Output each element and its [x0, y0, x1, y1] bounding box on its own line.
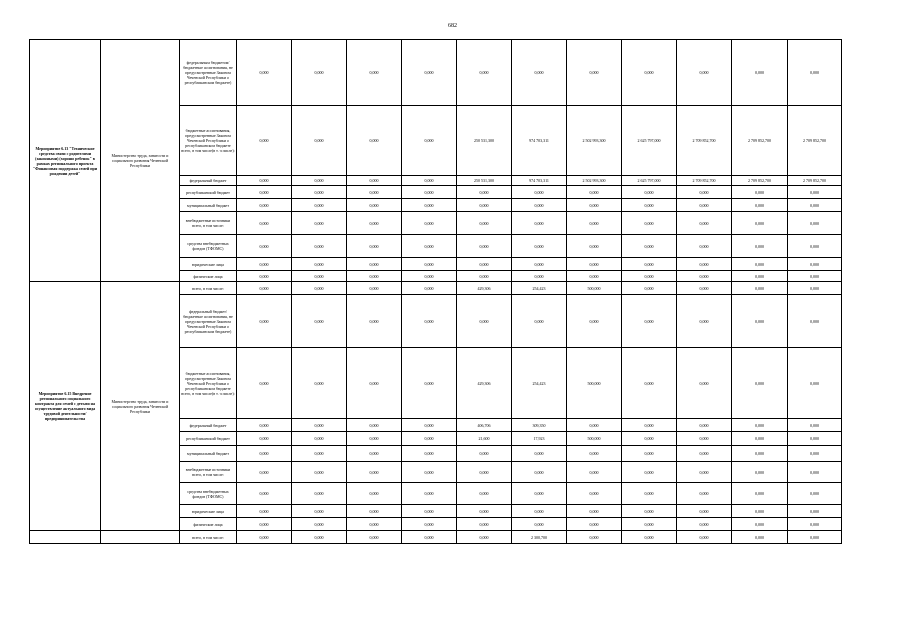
- amount-cell: 0,000: [567, 518, 622, 531]
- amount-cell: 0,000: [622, 446, 677, 462]
- amount-cell: 0,000: [292, 462, 347, 483]
- funding-source-label: всего, в том числе:: [180, 531, 237, 544]
- amount-cell: 0,000: [457, 483, 512, 505]
- amount-cell: 0,000: [347, 518, 402, 531]
- amount-cell: 0,000: [677, 212, 732, 235]
- amount-cell: 0,000: [237, 235, 292, 258]
- amount-cell: 0,000: [512, 295, 567, 348]
- amount-cell: 0,000: [402, 258, 457, 271]
- executor-name: Министерство труда, занятости и социального развития Чеченской Республики: [101, 40, 180, 282]
- amount-cell: 0,000: [347, 235, 402, 258]
- amount-cell: 0,000: [622, 40, 677, 106]
- amount-cell: 0,000: [237, 199, 292, 212]
- amount-cell: 0,000: [567, 505, 622, 518]
- amount-cell: 0,000: [292, 295, 347, 348]
- amount-cell: 2 709 852,700: [677, 106, 732, 176]
- amount-cell: 0,000: [567, 212, 622, 235]
- budget-table: [29, 39, 842, 544]
- amount-cell: 0,000: [292, 258, 347, 271]
- amount-cell: 0,000: [237, 419, 292, 432]
- amount-cell: 0,000: [512, 483, 567, 505]
- amount-cell: 0,000: [292, 176, 347, 186]
- amount-cell: 0,000: [347, 271, 402, 282]
- amount-cell: 0,000: [457, 531, 512, 544]
- amount-cell: 0,000: [622, 186, 677, 199]
- amount-cell: 0,000: [237, 432, 292, 446]
- amount-cell: 0,000: [347, 295, 402, 348]
- amount-cell: 0,000: [512, 186, 567, 199]
- amount-cell: 0,000: [457, 199, 512, 212]
- amount-cell: 0,000: [567, 40, 622, 106]
- amount-cell: 0,000: [732, 282, 788, 295]
- funding-source-label: федеральный бюджет: [180, 419, 237, 432]
- amount-cell: 0,000: [732, 258, 788, 271]
- executor-name: [101, 531, 180, 544]
- amount-cell: 0,000: [292, 432, 347, 446]
- amount-cell: 0,000: [732, 199, 788, 212]
- funding-source-label: всего, в том числе:: [180, 282, 237, 295]
- amount-cell: 0,000: [457, 212, 512, 235]
- amount-cell: 0,000: [237, 212, 292, 235]
- amount-cell: 0,000: [622, 348, 677, 419]
- amount-cell: 0,000: [677, 186, 732, 199]
- amount-cell: 0,000: [732, 483, 788, 505]
- amount-cell: 0,000: [292, 531, 347, 544]
- amount-cell: 0,000: [237, 518, 292, 531]
- amount-cell: 0,000: [292, 419, 347, 432]
- amount-cell: 0,000: [567, 199, 622, 212]
- amount-cell: 0,000: [622, 462, 677, 483]
- amount-cell: 2 502 993,300: [567, 106, 622, 176]
- amount-cell: 0,000: [732, 505, 788, 518]
- amount-cell: 0,000: [622, 505, 677, 518]
- amount-cell: 0,000: [622, 235, 677, 258]
- amount-cell: 0,000: [788, 432, 842, 446]
- amount-cell: 0,000: [677, 446, 732, 462]
- amount-cell: 0,000: [512, 199, 567, 212]
- amount-cell: 0,000: [402, 40, 457, 106]
- funding-source-label: средства внебюджетных фондов (ТФОМС): [180, 483, 237, 505]
- amount-cell: 0,000: [677, 199, 732, 212]
- funding-source-label: внебюджетные источники всего, в том числе:: [180, 462, 237, 483]
- amount-cell: 0,000: [347, 282, 402, 295]
- amount-cell: 0,000: [292, 40, 347, 106]
- amount-cell: 0,000: [292, 483, 347, 505]
- amount-cell: 0,000: [677, 348, 732, 419]
- amount-cell: 0,000: [292, 235, 347, 258]
- amount-cell: 0,000: [402, 199, 457, 212]
- amount-cell: 429,306: [457, 348, 512, 419]
- executor-name: Министерство труда, занятости и социального развития Чеченской Республики: [101, 282, 180, 531]
- amount-cell: 0,000: [732, 40, 788, 106]
- amount-cell: 0,000: [512, 258, 567, 271]
- amount-cell: 0,000: [622, 531, 677, 544]
- amount-cell: 0,000: [292, 212, 347, 235]
- amount-cell: 2 709 852,700: [732, 176, 788, 186]
- amount-cell: 0,000: [457, 505, 512, 518]
- amount-cell: 0,000: [732, 518, 788, 531]
- funding-source-label: муниципальный бюджет: [180, 446, 237, 462]
- amount-cell: 2 709 852,700: [788, 106, 842, 176]
- amount-cell: 2 709 852,700: [788, 176, 842, 186]
- amount-cell: 0,000: [347, 432, 402, 446]
- amount-cell: 0,000: [347, 505, 402, 518]
- amount-cell: 0,000: [347, 212, 402, 235]
- amount-cell: 0,000: [457, 295, 512, 348]
- amount-cell: 0,000: [567, 531, 622, 544]
- amount-cell: 0,000: [788, 282, 842, 295]
- amount-cell: 0,000: [567, 271, 622, 282]
- amount-cell: 0,000: [732, 462, 788, 483]
- amount-cell: 0,000: [677, 282, 732, 295]
- amount-cell: 2 502 993,300: [567, 176, 622, 186]
- amount-cell: 0,000: [237, 176, 292, 186]
- amount-cell: 0,000: [788, 483, 842, 505]
- amount-cell: 0,000: [402, 235, 457, 258]
- amount-cell: 250 531,300: [457, 106, 512, 176]
- amount-cell: 2 625 797,000: [622, 106, 677, 176]
- amount-cell: 0,000: [402, 419, 457, 432]
- amount-cell: 0,000: [788, 531, 842, 544]
- amount-cell: 429,306: [457, 282, 512, 295]
- amount-cell: 0,000: [512, 446, 567, 462]
- amount-cell: 0,000: [732, 235, 788, 258]
- amount-cell: 0,000: [567, 419, 622, 432]
- amount-cell: 0,000: [292, 518, 347, 531]
- funding-source-label: средства внебюджетных фондов (ТФОМС): [180, 235, 237, 258]
- funding-source-label: внебюджетные источники всего, в том числе:: [180, 212, 237, 235]
- amount-cell: 0,000: [402, 271, 457, 282]
- amount-cell: 2 709 852,700: [732, 106, 788, 176]
- amount-cell: 0,000: [732, 531, 788, 544]
- amount-cell: 0,000: [402, 212, 457, 235]
- amount-cell: 0,000: [567, 446, 622, 462]
- amount-cell: 0,000: [402, 505, 457, 518]
- amount-cell: 0,000: [347, 258, 402, 271]
- amount-cell: 0,000: [677, 462, 732, 483]
- amount-cell: 0,000: [622, 258, 677, 271]
- amount-cell: 21,600: [457, 432, 512, 446]
- amount-cell: 0,000: [402, 432, 457, 446]
- amount-cell: 0,000: [512, 235, 567, 258]
- amount-cell: 0,000: [292, 505, 347, 518]
- amount-cell: 0,000: [347, 106, 402, 176]
- amount-cell: 0,000: [402, 106, 457, 176]
- amount-cell: 500,000: [567, 432, 622, 446]
- amount-cell: 0,000: [237, 106, 292, 176]
- amount-cell: 0,000: [567, 483, 622, 505]
- amount-cell: 0,000: [788, 505, 842, 518]
- amount-cell: 0,000: [788, 518, 842, 531]
- amount-cell: 0,000: [237, 271, 292, 282]
- amount-cell: 0,000: [732, 446, 788, 462]
- amount-cell: 0,000: [457, 258, 512, 271]
- amount-cell: 0,000: [732, 271, 788, 282]
- table-row: [30, 531, 842, 544]
- funding-source-label: юридические лица: [180, 258, 237, 271]
- funding-source-label: муниципальный бюджет: [180, 199, 237, 212]
- amount-cell: 2 709 852,700: [677, 176, 732, 186]
- amount-cell: 254,423: [512, 282, 567, 295]
- amount-cell: 250 531,300: [457, 176, 512, 186]
- amount-cell: 0,000: [347, 483, 402, 505]
- amount-cell: 0,000: [622, 518, 677, 531]
- event-name: Мероприятие 6.15 Внедрение регионального социального контракта для семей с детьми на осуществление актуального вида трудовой деятельности/предпринимательства: [30, 282, 101, 531]
- amount-cell: 0,000: [622, 212, 677, 235]
- amount-cell: 0,000: [402, 295, 457, 348]
- amount-cell: 0,000: [512, 271, 567, 282]
- amount-cell: 0,000: [512, 40, 567, 106]
- amount-cell: 0,000: [457, 235, 512, 258]
- amount-cell: 0,000: [237, 462, 292, 483]
- amount-cell: 0,000: [292, 106, 347, 176]
- amount-cell: 0,000: [677, 271, 732, 282]
- amount-cell: 0,000: [402, 348, 457, 419]
- amount-cell: 0,000: [347, 40, 402, 106]
- amount-cell: 0,000: [567, 186, 622, 199]
- amount-cell: 0,000: [677, 432, 732, 446]
- amount-cell: 0,000: [457, 446, 512, 462]
- amount-cell: 500,000: [567, 282, 622, 295]
- amount-cell: 0,000: [512, 505, 567, 518]
- amount-cell: 0,000: [457, 518, 512, 531]
- amount-cell: 0,000: [677, 518, 732, 531]
- amount-cell: 0,000: [677, 505, 732, 518]
- amount-cell: 0,000: [402, 282, 457, 295]
- amount-cell: 0,000: [677, 295, 732, 348]
- amount-cell: 0,000: [237, 446, 292, 462]
- amount-cell: 0,000: [732, 348, 788, 419]
- amount-cell: 0,000: [788, 295, 842, 348]
- event-name: [30, 531, 101, 544]
- funding-source-label: федеральным бюджетом/бюджетные ассигнования, не предусмотренные Законом Чеченской Республики о республиканском бюджете): [180, 40, 237, 106]
- amount-cell: 974 703,311: [512, 176, 567, 186]
- event-name: Мероприятие 6.13 "Технические средства связи с родителями (законными) (хорошо ребенок" в рамках регионального проекта "Финансовая поддержка семей при рождении детей": [30, 40, 101, 282]
- amount-cell: 0,000: [788, 462, 842, 483]
- amount-cell: 0,000: [732, 432, 788, 446]
- amount-cell: 2 300,700: [512, 531, 567, 544]
- amount-cell: 0,000: [347, 186, 402, 199]
- funding-source-label: республиканский бюджет: [180, 186, 237, 199]
- amount-cell: 0,000: [292, 446, 347, 462]
- amount-cell: 0,000: [622, 282, 677, 295]
- amount-cell: 0,000: [622, 199, 677, 212]
- amount-cell: 500,000: [567, 348, 622, 419]
- funding-source-label: федеральный бюджет/бюджетные ассигнования, не предусмотренные Законом Чеченской Республики о республиканском бюджете): [180, 295, 237, 348]
- amount-cell: 0,000: [677, 235, 732, 258]
- amount-cell: 0,000: [677, 419, 732, 432]
- amount-cell: 974 703,311: [512, 106, 567, 176]
- amount-cell: 0,000: [457, 462, 512, 483]
- amount-cell: 0,000: [347, 199, 402, 212]
- amount-cell: 0,000: [788, 199, 842, 212]
- amount-cell: 0,000: [237, 186, 292, 199]
- amount-cell: 0,000: [788, 258, 842, 271]
- amount-cell: 0,000: [677, 531, 732, 544]
- amount-cell: 0,000: [622, 271, 677, 282]
- amount-cell: 0,000: [347, 462, 402, 483]
- amount-cell: 0,000: [732, 419, 788, 432]
- amount-cell: 0,000: [292, 199, 347, 212]
- amount-cell: 0,000: [237, 258, 292, 271]
- amount-cell: 0,000: [622, 432, 677, 446]
- amount-cell: 0,000: [237, 295, 292, 348]
- amount-cell: 0,000: [347, 531, 402, 544]
- amount-cell: 0,000: [512, 518, 567, 531]
- amount-cell: 0,000: [402, 462, 457, 483]
- amount-cell: 0,000: [347, 446, 402, 462]
- amount-cell: 0,000: [567, 258, 622, 271]
- amount-cell: 0,000: [788, 235, 842, 258]
- amount-cell: 0,000: [347, 348, 402, 419]
- amount-cell: 0,000: [788, 40, 842, 106]
- amount-cell: 0,000: [237, 505, 292, 518]
- amount-cell: 0,000: [292, 186, 347, 199]
- amount-cell: 0,000: [402, 446, 457, 462]
- amount-cell: 0,000: [622, 483, 677, 505]
- funding-source-label: физические лица: [180, 271, 237, 282]
- amount-cell: 0,000: [237, 282, 292, 295]
- amount-cell: 0,000: [402, 186, 457, 199]
- amount-cell: 0,000: [567, 295, 622, 348]
- amount-cell: 0,000: [402, 531, 457, 544]
- amount-cell: 0,000: [788, 186, 842, 199]
- amount-cell: 0,000: [237, 40, 292, 106]
- amount-cell: 0,000: [402, 176, 457, 186]
- amount-cell: 0,000: [622, 295, 677, 348]
- amount-cell: 0,000: [567, 462, 622, 483]
- amount-cell: 0,000: [292, 282, 347, 295]
- amount-cell: 0,000: [512, 212, 567, 235]
- table-row: [30, 282, 842, 295]
- amount-cell: 17,923: [512, 432, 567, 446]
- funding-source-label: республиканский бюджет: [180, 432, 237, 446]
- amount-cell: 0,000: [788, 419, 842, 432]
- amount-cell: 0,000: [732, 186, 788, 199]
- amount-cell: 309,350: [512, 419, 567, 432]
- funding-source-label: бюджетные ассигнования, предусмотренные Законом Чеченской Республики о республиканском бюджете всего, в том числе(в т. ч.числе):: [180, 348, 237, 419]
- amount-cell: 2 625 797,000: [622, 176, 677, 186]
- amount-cell: 0,000: [347, 176, 402, 186]
- amount-cell: 0,000: [457, 271, 512, 282]
- amount-cell: 0,000: [677, 258, 732, 271]
- page-number: 682: [448, 23, 457, 29]
- amount-cell: 0,000: [788, 348, 842, 419]
- amount-cell: 0,000: [292, 348, 347, 419]
- funding-source-label: юридические лица: [180, 505, 237, 518]
- funding-source-label: федеральный бюджет: [180, 176, 237, 186]
- table-row: [30, 40, 842, 106]
- amount-cell: 0,000: [622, 419, 677, 432]
- amount-cell: 0,000: [732, 212, 788, 235]
- amount-cell: 0,000: [237, 483, 292, 505]
- amount-cell: 0,000: [237, 348, 292, 419]
- amount-cell: 0,000: [402, 483, 457, 505]
- amount-cell: 0,000: [677, 40, 732, 106]
- amount-cell: 0,000: [402, 518, 457, 531]
- amount-cell: 254,423: [512, 348, 567, 419]
- amount-cell: 0,000: [292, 271, 347, 282]
- amount-cell: 0,000: [677, 483, 732, 505]
- amount-cell: 0,000: [457, 186, 512, 199]
- funding-source-label: бюджетные ассигнования, предусмотренные Законом Чеченской Республики о республиканском бюджете всего, в том числе(в т. ч.числе):: [180, 106, 237, 176]
- amount-cell: 0,000: [347, 419, 402, 432]
- amount-cell: 0,000: [788, 271, 842, 282]
- amount-cell: 0,000: [788, 212, 842, 235]
- amount-cell: 0,000: [567, 235, 622, 258]
- amount-cell: 0,000: [457, 40, 512, 106]
- amount-cell: 0,000: [788, 446, 842, 462]
- amount-cell: 0,000: [732, 295, 788, 348]
- amount-cell: 406,706: [457, 419, 512, 432]
- amount-cell: 0,000: [237, 531, 292, 544]
- funding-source-label: физические лица: [180, 518, 237, 531]
- amount-cell: 0,000: [512, 462, 567, 483]
